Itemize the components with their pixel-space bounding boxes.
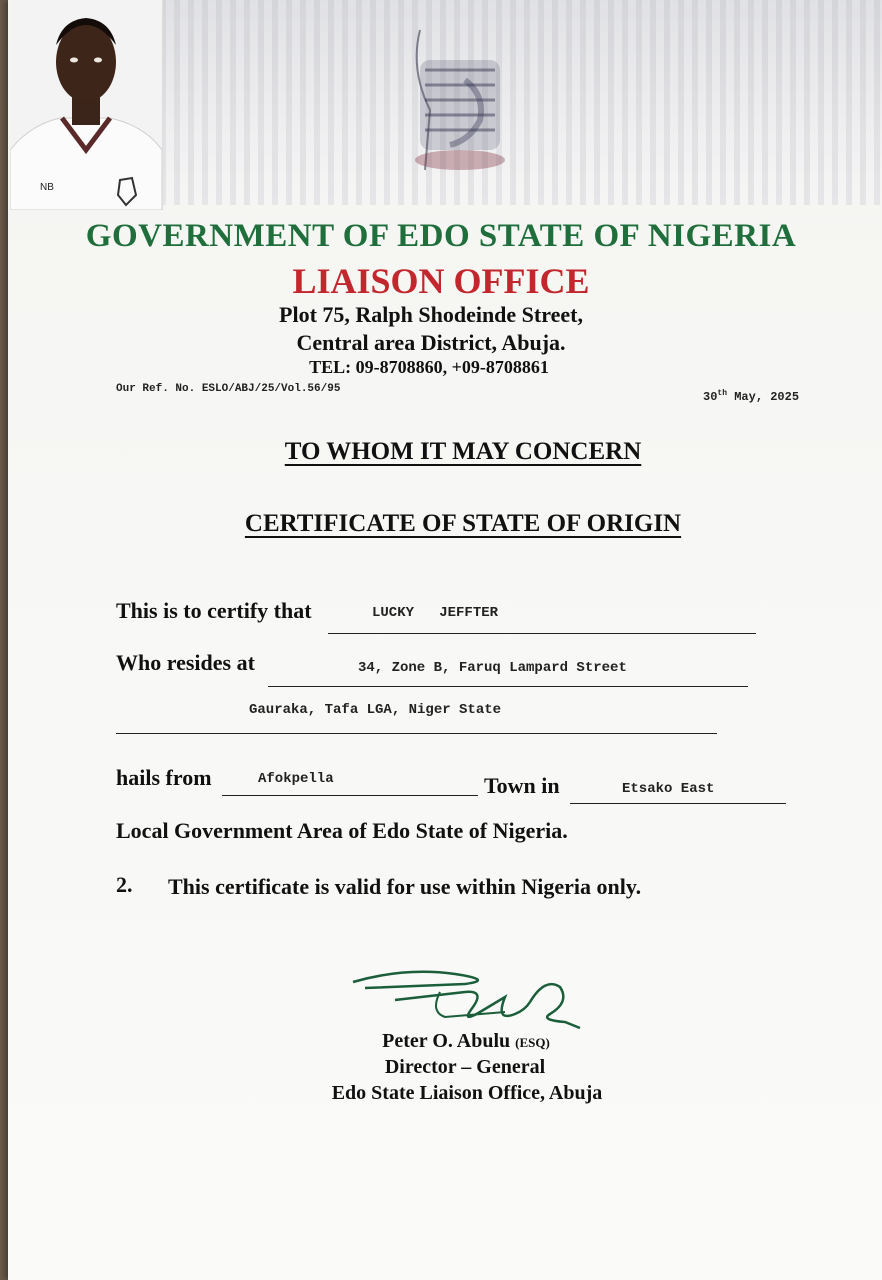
concern-title: TO WHOM IT MAY CONCERN xyxy=(284,438,642,465)
lga-sentence: Local Government Area of Edo State of Nigeria. xyxy=(116,818,568,843)
passport-photo xyxy=(10,0,163,210)
svg-text:NB: NB xyxy=(40,182,54,193)
coat-of-arms-watermark xyxy=(380,10,510,180)
reference-number: Our Ref. No. ESLO/ABJ/25/Vol.56/95 xyxy=(116,383,341,395)
resides-label: Who resides at xyxy=(116,650,255,675)
hometown-value: Afokpella xyxy=(258,771,334,787)
residence-underline-1 xyxy=(268,686,748,687)
government-heading: GOVERNMENT OF EDO STATE OF NIGERIA xyxy=(85,218,797,254)
signatory-name: Peter O. Abulu (ESQ) xyxy=(382,1030,550,1052)
residence-line-2: Gauraka, Tafa LGA, Niger State xyxy=(249,702,502,718)
holder-name: LUCKY JEFFTER xyxy=(372,605,499,621)
document-date: 30th May, 2025 xyxy=(703,389,800,404)
name-underline xyxy=(328,633,756,634)
address-line-2: Central area District, Abuja. xyxy=(296,330,566,355)
clause-number: 2. xyxy=(116,872,133,897)
signatory-title: Director – General xyxy=(384,1056,546,1078)
telephone-line: TEL: 09-8708860, +09-8708861 xyxy=(309,357,549,377)
town-in-label: Town in xyxy=(484,773,560,798)
hologram-strip xyxy=(160,0,882,205)
address-line-1: Plot 75, Ralph Shodeinde Street, xyxy=(279,302,583,327)
validity-clause: This certificate is valid for use within Nigeria only. xyxy=(168,874,642,899)
certificate-title: CERTIFICATE OF STATE OF ORIGIN xyxy=(244,510,682,537)
residence-line-1: 34, Zone B, Faruq Lampard Street xyxy=(358,660,627,676)
office-heading: LIAISON OFFICE xyxy=(292,261,590,301)
residence-underline-2 xyxy=(116,733,717,734)
hails-from-label: hails from xyxy=(116,765,212,790)
signatory-office: Edo State Liaison Office, Abuja xyxy=(331,1082,603,1104)
certify-label: This is to certify that xyxy=(116,598,312,623)
lga-underline xyxy=(570,803,786,804)
hometown-underline xyxy=(222,795,478,796)
lga-value: Etsako East xyxy=(622,781,715,797)
